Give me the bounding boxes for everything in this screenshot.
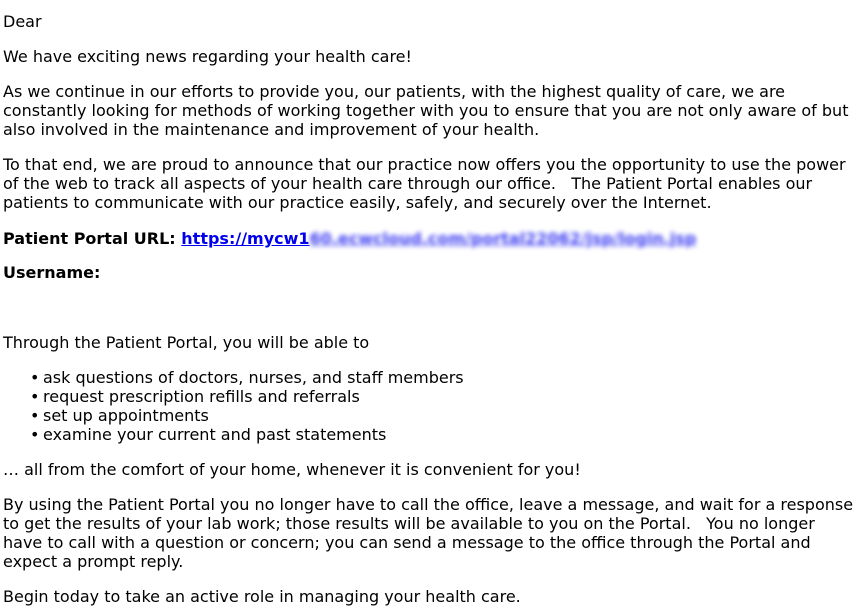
features-intro: Through the Patient Portal, you will be able to [3,333,370,352]
feature-text: request prescription refills and referrals [43,387,360,406]
feature-text: ask questions of doctors, nurses, and staff members [43,368,464,387]
para1-line-1: As we continue in our efforts to provide you, our patients, with the highest quality of care, we are [3,82,786,101]
list-item [0,387,464,406]
bullet-icon: • [30,406,40,425]
para3-line-1: By using the Patient Portal you no longer have to call the office, leave a message, and wait for a response [3,495,854,514]
para3-line-4: expect a prompt reply. [3,552,184,571]
comfort-line: … all from the comfort of your home, whenever it is convenient for you! [3,460,581,479]
portal-url-blurred: 60.ecwcloud.com/portal22062/jsp/login.jsp [309,229,697,248]
greeting: Dear [3,12,42,31]
para1-line-3: also involved in the maintenance and improvement of your health. [3,120,540,139]
para2-line-3: patients to communicate with our practice easily, safely, and securely over the Internet. [3,193,712,212]
username-label: Username: [3,263,101,282]
bullet-icon: • [30,368,40,387]
closing-line: Begin today to take an active role in managing your health care. [3,587,521,606]
para1-line-2: constantly looking for methods of working together with you to ensure that you are not only aware of but [3,101,849,120]
bullet-icon: • [30,387,40,406]
para3-line-2: to get the results of your lab work; those results will be available to you on the Portal. You no longer [3,514,815,533]
list-item [0,425,464,444]
list-item [0,406,464,425]
para2-line-1: To that end, we are proud to announce that our practice now offers you the opportunity to use the power [3,155,846,174]
portal-url-label: Patient Portal URL: [3,229,176,248]
para2-line-2: of the web to track all aspects of your health care through our office. The Patient Portal enables our [3,174,813,193]
feature-text: set up appointments [43,406,209,425]
list-item [0,368,464,387]
para3-line-3: have to call with a question or concern; you can send a message to the office through the Portal and [3,533,811,552]
portal-url-visible: https://mycw1 [181,229,310,248]
feature-text: examine your current and past statements [43,425,387,444]
portal-url-row [3,229,696,248]
bullet-icon: • [30,425,40,444]
portal-url-link[interactable] [181,229,696,248]
intro-line: We have exciting news regarding your health care! [3,47,412,66]
features-list [0,368,464,444]
